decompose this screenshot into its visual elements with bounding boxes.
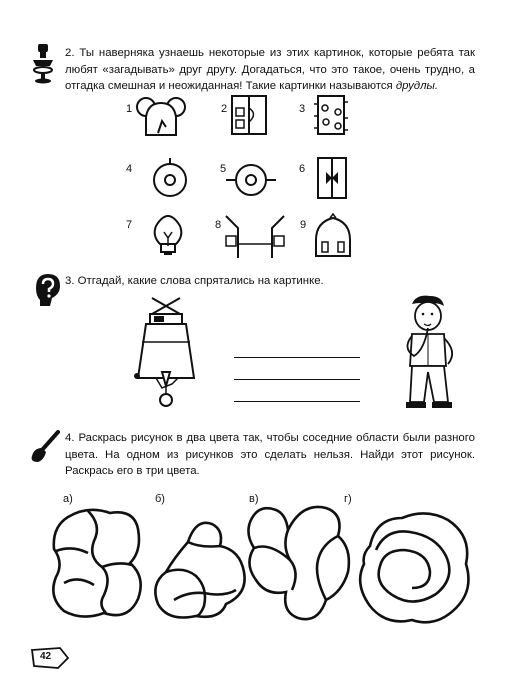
- droodle-number: 9: [300, 219, 307, 231]
- droodle-9: [312, 214, 354, 260]
- task2-number: 2.: [65, 47, 75, 59]
- task3-text: [65, 273, 365, 290]
- answer-line[interactable]: [234, 379, 360, 380]
- figure-label: в): [249, 493, 259, 505]
- droodle-5: [226, 162, 276, 198]
- droodle-8: [220, 214, 290, 260]
- task2-body: Ты наверняка узнаешь некоторые из этих картинок, которые ребята так любят «загадывать» друг другу. Догадаться, что это такое, очень трудно, а отгадка смешная и неожиданная! Такие картинки называются: [65, 47, 475, 92]
- task2-term: друдлы.: [395, 80, 439, 92]
- task4-text: [65, 430, 475, 480]
- droodle-2: [230, 94, 270, 138]
- droodle-number: 2: [221, 103, 228, 115]
- figure-v[interactable]: [242, 500, 360, 626]
- figure-g[interactable]: [356, 506, 476, 630]
- rebus-picture: [128, 296, 208, 408]
- task4-body: Раскрась рисунок в два цвета так, чтобы соседние области были разного цвета. На одном из рисунков это сделать нельзя. Найди этот рисунок. Раскрась его в три цвета.: [65, 432, 475, 477]
- droodle-4: [148, 158, 192, 198]
- task2-text: [65, 45, 475, 95]
- figure-b[interactable]: [150, 518, 250, 624]
- droodle-6: [314, 156, 350, 200]
- droodle-number: 6: [299, 163, 306, 175]
- droodle-number: 1: [126, 103, 133, 115]
- paintbrush-icon: [28, 430, 62, 464]
- droodle-3: [312, 94, 352, 138]
- answer-line[interactable]: [234, 401, 360, 402]
- droodle-number: 7: [126, 219, 133, 231]
- droodle-7: [150, 214, 186, 260]
- task3-number: 3.: [65, 275, 75, 287]
- droodle-number: 5: [220, 163, 227, 175]
- droodle-number: 8: [215, 219, 222, 231]
- answer-line[interactable]: [234, 357, 360, 358]
- droodle-number: 4: [126, 163, 133, 175]
- figure-label: б): [155, 493, 165, 505]
- figure-label: а): [63, 493, 73, 505]
- question-head-icon: [30, 272, 64, 308]
- figure-label: г): [344, 493, 352, 505]
- droodle-1: [136, 95, 186, 141]
- droodle-number: 3: [299, 103, 306, 115]
- boy-illustration: [398, 294, 462, 410]
- figure-a[interactable]: [48, 505, 150, 623]
- task3-body: Отгадай, какие слова спрятались на картинке.: [77, 275, 324, 287]
- task4-number: 4.: [65, 432, 75, 444]
- page-number: 42: [40, 651, 52, 662]
- lamp-icon: [30, 44, 56, 86]
